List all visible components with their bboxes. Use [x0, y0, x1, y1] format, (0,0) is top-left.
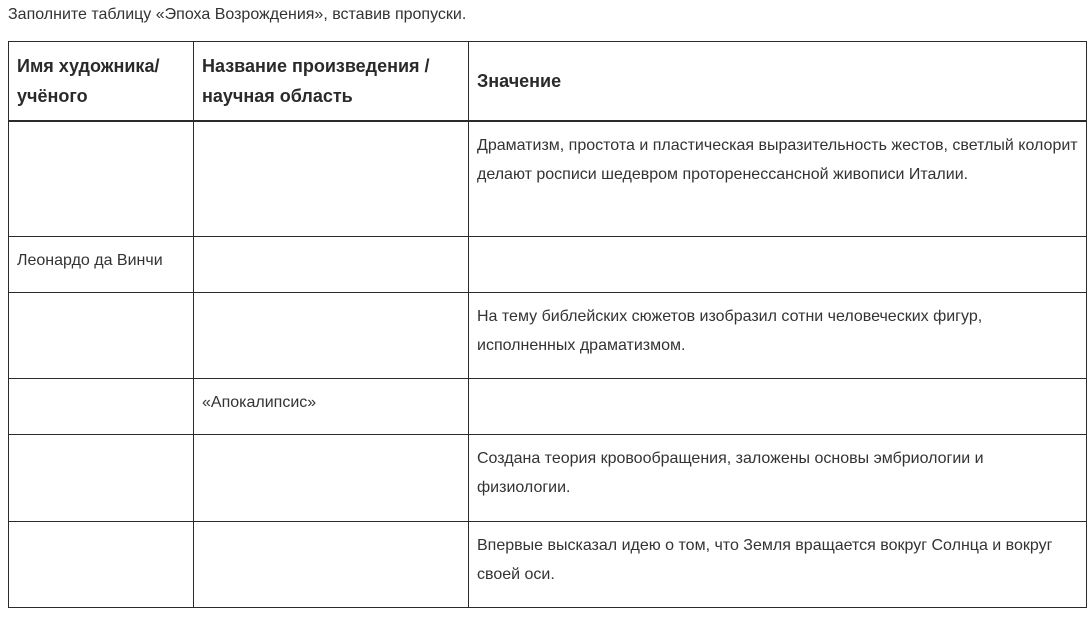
cell-meaning: Создана теория кровообращения, заложены основы эмбриологии и физиологии.: [469, 435, 1087, 522]
table-row: [9, 121, 1087, 237]
cell-name: Леонардо да Винчи: [9, 237, 194, 293]
table-header-row: [9, 42, 1087, 121]
table-row: [9, 237, 1087, 293]
table-row: [9, 435, 1087, 522]
table-row: [9, 379, 1087, 435]
cell-work[interactable]: [194, 237, 469, 293]
header-work: Название произведения / научная область: [194, 42, 469, 121]
cell-work: «Апокалипсис»: [194, 379, 469, 435]
cell-name[interactable]: [9, 121, 194, 237]
header-name: Имя художника/ учёного: [9, 42, 194, 121]
cell-work[interactable]: [194, 121, 469, 237]
cell-work[interactable]: [194, 522, 469, 608]
cell-meaning: Впервые высказал идею о том, что Земля вращается вокруг Солнца и вокруг своей оси.: [469, 522, 1087, 608]
task-instruction: Заполните таблицу «Эпоха Возрождения», вставив пропуски.: [8, 6, 467, 23]
header-meaning: Значение: [469, 42, 1087, 121]
cell-name[interactable]: [9, 435, 194, 522]
cell-meaning: Драматизм, простота и пластическая выразительность жестов, светлый колорит делают росписи шедевром проторенессансной живописи Италии.: [469, 121, 1087, 237]
cell-name[interactable]: [9, 379, 194, 435]
table-row: [9, 293, 1087, 379]
cell-name[interactable]: [9, 522, 194, 608]
table-row: [9, 522, 1087, 608]
cell-meaning[interactable]: [469, 237, 1087, 293]
cell-meaning[interactable]: [469, 379, 1087, 435]
cell-work[interactable]: [194, 435, 469, 522]
cell-meaning: На тему библейских сюжетов изобразил сотни человеческих фигур, исполненных драматизмом.: [469, 293, 1087, 379]
renaissance-table: [8, 41, 1087, 608]
cell-work[interactable]: [194, 293, 469, 379]
cell-name[interactable]: [9, 293, 194, 379]
